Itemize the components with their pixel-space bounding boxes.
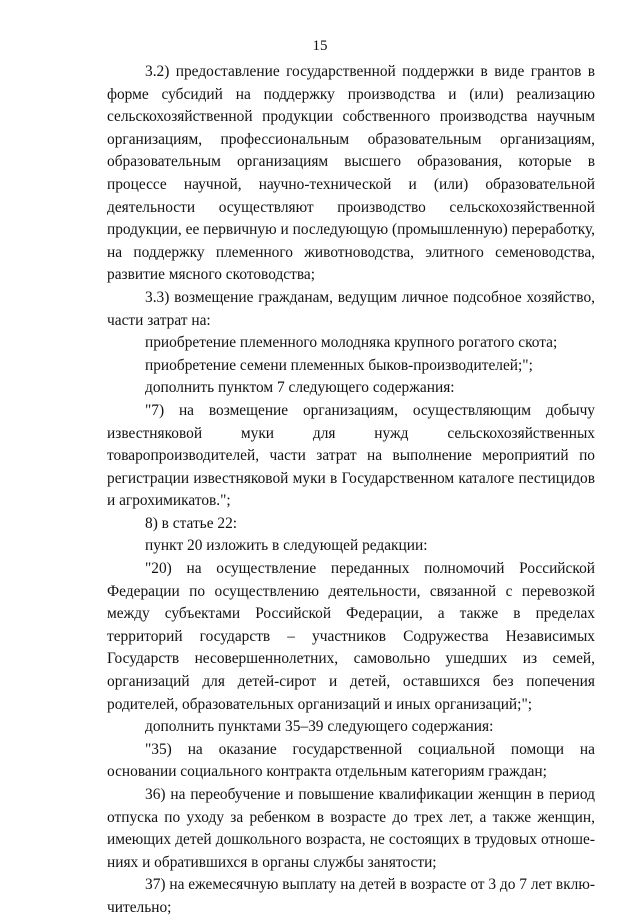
paragraph-3-2: 3.2) предоставление государственной поддержки в виде грантов в форме субсидий на поддержку производства и (или) реализацию сельскохозяйственной продукции собственного производства научным организациям, профессиональным образовательным организациям, образовательным организациям высшего образования, которые в процессе научной, научно-технической и (или) образовательной деятельности осуществляют производство сельскохозяйственной продукции, ее первичную и последующую (промышленную) переработку, на поддержку племенного животноводства, элитного семеноводства, развитие мясного скотоводства; <box>107 63 595 284</box>
paragraph-article-22: 8) в статье 22: <box>145 514 238 532</box>
paragraph-item-36: 36) на переобучение и повышение квалификации женщин в период отпуска по уходу за ребенком в возрасте до трех лет, а также женщин, имеющих детей дошкольного возраста, не состоящих в трудовых отношениях и обратившихся в органы службы занятости; <box>107 786 595 871</box>
document-body <box>107 61 595 920</box>
paragraph-3-3: 3.3) возмещение гражданам, ведущим личное подсобное хозяйство, части затрат на: <box>107 288 595 329</box>
page-number: 15 <box>312 38 328 54</box>
paragraph-item-20: "20) на осуществление переданных полномочий Российской Федерации по осуществлению деятельности, связанной с перевозкой между субъектами Российской Федерации, а также в пределах территорий государств – участников Содружества Независимых Государств несовершеннолетних, самовольно ушедших из семей, организаций для детей-сирот и детей, оставшихся без попечения родителей, образовательных организаций и иных организаций;"; <box>107 560 595 713</box>
paragraph-bull-semen-purchase: приобретение семени племенных быков-производителей;"; <box>145 356 533 374</box>
paragraph-item-7: "7) на возмещение организациям, осуществляющим добычу известняковой муки для нужд сельскохозяйственных товаропроизводителей, части затрат на выполнение мероприятий по регистрации известняковой муки в Государственном каталоге пестицидов и агрохимикатов."; <box>107 401 595 510</box>
paragraph-item-37: 37) на ежемесячную выплату на детей в возрасте от 3 до 7 лет включительно; <box>107 876 595 916</box>
paragraph-item-20-intro: пункт 20 изложить в следующей редакции: <box>145 537 428 555</box>
paragraph-cattle-purchase: приобретение племенного молодняка крупного рогатого скота; <box>145 334 558 352</box>
paragraph-add-items-35-39: дополнить пунктами 35–39 следующего содержания: <box>145 718 494 736</box>
paragraph-item-35: "35) на оказание государственной социальной помощи на основании социального контракта отдельным категориям граждан; <box>107 740 595 781</box>
paragraph-add-item-7: дополнить пунктом 7 следующего содержания: <box>145 379 455 397</box>
